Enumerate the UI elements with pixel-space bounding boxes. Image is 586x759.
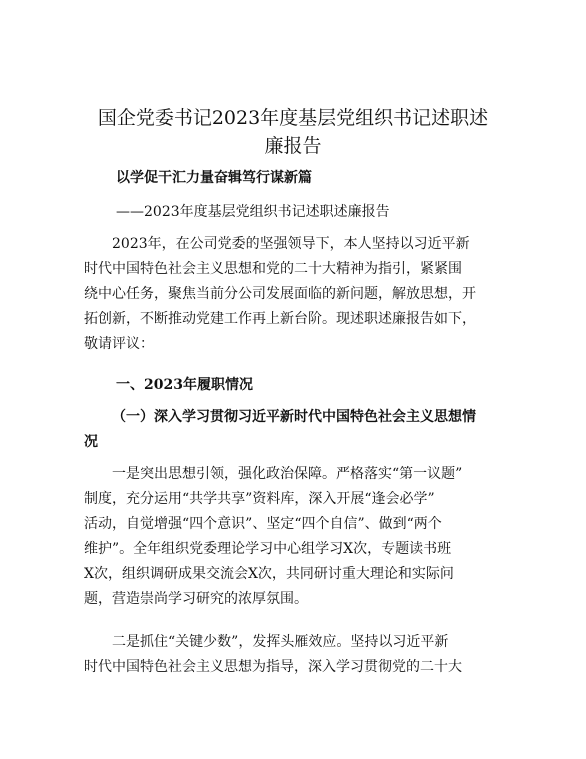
para2-line-6: 题，营造崇尚学习研究的浓厚氛围。 bbox=[84, 591, 308, 607]
title-line-2: 廉报告 bbox=[264, 135, 322, 157]
subsection-1-line-2: 况 bbox=[84, 434, 98, 450]
intro-line-4: 拓创新，不断推动党建工作再上新台阶。现述职述廉报告如下， bbox=[84, 311, 476, 327]
subsection-1-heading bbox=[84, 405, 502, 455]
para3-line-1: 二是抓住“关键少数”，发挥头雁效应。坚持以习近平新 bbox=[112, 634, 449, 650]
para2-line-3: 活动，自觉增强“四个意识”、坚定“四个自信”、做到“两个 bbox=[84, 516, 442, 532]
section-1-heading: 一、2023年履职情况 bbox=[116, 377, 253, 393]
subsection-1-line-1: （一）深入学习贯彻习近平新时代中国特色社会主义思想情 bbox=[112, 409, 476, 425]
para2-line-1: 一是突出思想引领，强化政治保障。严格落实“第一议题” bbox=[112, 466, 463, 482]
document-subtitle: 以学促干汇力量奋辑笃行谋新篇 bbox=[116, 170, 312, 186]
document-title bbox=[84, 104, 502, 160]
para2-line-2: 制度，充分运用“共学共享”资料库，深入开展“逢会必学” bbox=[84, 491, 435, 507]
para3-line-2: 时代中国特色社会主义思想为指导，深入学习贯彻党的二十大 bbox=[84, 659, 462, 675]
intro-line-3: 绕中心任务，聚焦当前分公司发展面临的新问题，解放思想，开 bbox=[84, 286, 476, 302]
intro-paragraph bbox=[84, 232, 502, 357]
paragraph-3 bbox=[84, 630, 502, 680]
para2-line-4: 维护”。全年组织党委理论学习中心组学习X次，专题读书班 bbox=[84, 541, 452, 557]
intro-line-1: 2023年，在公司党委的坚强领导下，本人坚持以习近平新 bbox=[112, 236, 470, 252]
title-line-1: 国企党委书记2023年度基层党组织书记述职述 bbox=[97, 107, 489, 129]
intro-line-5: 敬请评议： bbox=[84, 336, 154, 352]
para2-line-5: X次，组织调研成果交流会X次，共同研讨重大理论和实际问 bbox=[84, 566, 454, 582]
intro-line-2: 时代中国特色社会主义思想和党的二十大精神为指引，紧紧围 bbox=[84, 261, 462, 277]
paragraph-2 bbox=[84, 462, 502, 612]
document-subtitle-2: ——2023年度基层党组织书记述职述廉报告 bbox=[116, 204, 390, 220]
